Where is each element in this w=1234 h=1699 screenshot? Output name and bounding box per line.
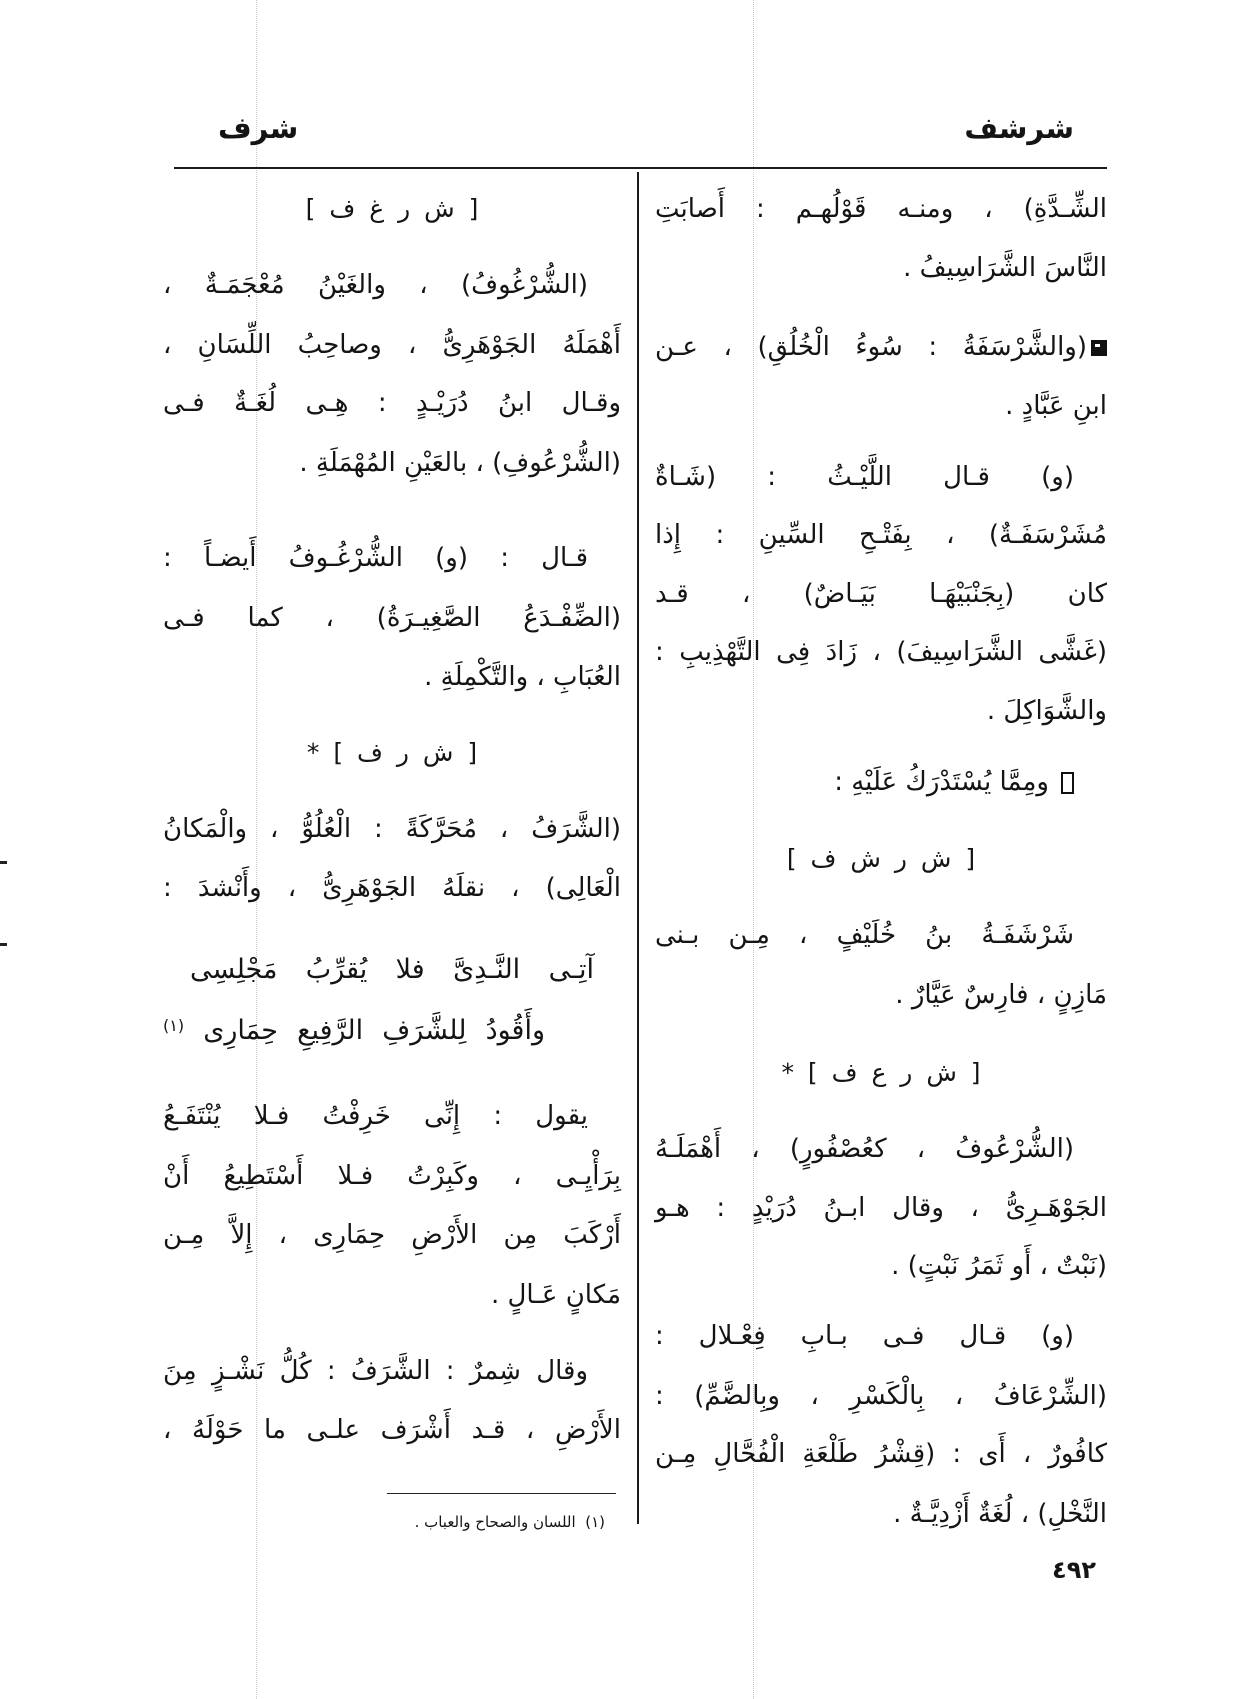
left-column-line: بِرَأْيِـى ، وكَبِرْتُ فـلا أَسْتَطِيعُ أَنْ: [163, 1161, 621, 1191]
verse-line: آتِـى النَّـدِىَّ فلا يُقرِّبُ مَجْلِسِى: [190, 954, 594, 985]
left-column-line: وقـال ابنُ دُرَيْـدٍ : هِـى لُغَـةٌ فـى: [163, 388, 621, 418]
page-number: ٤٩٢: [1052, 1556, 1096, 1584]
footnote-rule: [387, 1493, 616, 1494]
root-heading: [ ش ر غ ف ]: [305, 194, 479, 223]
left-column-line: (الضِّفْـدَعُ الصَّغِيـرَةُ) ، كما فـى: [163, 603, 621, 633]
left-column-line: (الشَّرَفُ ، مُحَرَّكَةً : الْعُلُوُّ ، والْمَكانُ: [163, 814, 621, 844]
right-column-line: (و) قـال فـى بـابِ فِعْـلال :: [655, 1321, 1074, 1351]
entry-marker-icon: [1091, 340, 1107, 356]
right-column-line: (نَبْتٌ ، أَو ثَمَرُ نَبْتٍ) .: [891, 1251, 1107, 1281]
left-column-line: أَهْمَلَهُ الجَوْهَرِىُّ ، وصاحِبُ اللِّسَانِ ،: [163, 330, 621, 360]
left-column-line: الأَرْضِ ، قـد أَشْرَف علـى ما حَوْلَهُ ،: [163, 1415, 621, 1445]
right-column-line: ابنِ عَبَّادٍ .: [1005, 391, 1107, 421]
right-column-line: كافُورٌ ، أَى : (قِشْرُ طَلْعَةِ الْفُحَّالِ مِـن: [655, 1439, 1107, 1469]
left-column-line: (الشُّرْغُوفُ) ، والغَيْنُ مُعْجَمَـةٌ ،: [163, 270, 588, 300]
right-column-line: [655, 760, 1107, 804]
root-heading: [ ش ر ش ف ]: [786, 844, 976, 873]
right-column-line: النَّاسَ الشَّرَاسِيفُ .: [903, 253, 1107, 283]
verse-line-text: وأَقُودُ لِلشَّرَفِ الرَّفِيعِ حِمَارِى: [203, 1015, 545, 1046]
left-column-line: مَكانٍ عَـالٍ .: [490, 1280, 621, 1310]
right-column-line: [655, 325, 1107, 369]
right-column-line: كان (بِجَنْبَيْهَـا بَيَـاضٌ) ، قـد: [655, 579, 1107, 609]
footnote: [415, 1508, 605, 1536]
left-column-line: يقول : إِنِّى خَرِفْتُ فـلا يُنْتَفَـعُ: [163, 1101, 588, 1131]
right-column: [655, 0, 1107, 1699]
footnote-text: اللسان والصحاح والعباب .: [414, 1513, 576, 1531]
left-column-line: أَرْكَبَ مِن الأَرْضِ حِمَارِى ، إِلاَّ مِـن: [163, 1220, 621, 1250]
right-column-line: والشَّوَاكِلَ .: [986, 696, 1107, 726]
left-column: [163, 0, 621, 1699]
right-column-line: (الشِّرْعَافُ ، بِالْكَسْرِ ، وبِالضَّمِّ) :: [655, 1381, 1107, 1411]
right-column-line-text: (والشَّرْسَفَةُ : سُوءُ الْخُلُقِ) ، عـن: [655, 332, 1087, 362]
binding-mark: [0, 943, 7, 946]
right-column-line: الجَوْهَـرِىُّ ، وقال ابـنُ دُرَيْدٍ : هـو: [655, 1193, 1107, 1223]
root-heading: [ ش ر ع ف ] *: [781, 1058, 981, 1087]
right-column-line: (و) قـال اللَّيْـثُ : (شَـاةٌ: [655, 462, 1074, 492]
left-column-line: وقال شِمرٌ : الشَّرَفُ : كُلُّ نَشْـزٍ مِنَ: [163, 1356, 588, 1386]
right-column-line: مَازِنٍ ، فارِسٌ عَيَّارٌ .: [895, 980, 1107, 1010]
left-column-line: (الشُّرْعُوفِ) ، بالعَيْنِ المُهْمَلَةِ .: [299, 448, 621, 478]
binding-mark: [0, 861, 7, 864]
right-column-line: شَرْشَفَـةُ بنُ خُلَيْفٍ ، مِـن بـنى: [655, 920, 1074, 950]
column-divider: [637, 172, 639, 1524]
left-column-line: قـال : (و) الشُّرْغُـوفُ أَيضـاً :: [163, 543, 588, 573]
right-column-line: (الشُّرْعُوفُ ، كعُصْفُورٍ) ، أَهْمَلَـهُ: [655, 1134, 1074, 1164]
right-column-line-text: ومِمَّا يُسْتَدْرَكُ عَلَيْهِ :: [834, 767, 1049, 797]
right-column-line: (غَشَّى الشَّرَاسِيفَ) ، زَادَ فِى التَّهْذِيبِ :: [655, 637, 1107, 667]
running-head-left: شرف: [218, 111, 299, 145]
right-column-line: مُشَرْسَفَـةٌ) ، بِفَتْـحِ السِّينِ : إِذا: [655, 520, 1107, 550]
right-column-line: النَّخْلِ) ، لُغَةٌ أَزْدِيَّـةٌ .: [893, 1499, 1107, 1529]
addendum-marker-icon: [1061, 772, 1074, 794]
left-column-line: الْعَالِى) ، نقلَهُ الجَوْهَرِىُّ ، وأَنْشدَ :: [163, 873, 621, 903]
root-heading: [ ش ر ف ] *: [306, 738, 478, 767]
verse-line: [163, 1009, 621, 1053]
footnote-reference: (١): [163, 1016, 185, 1035]
right-column-line: الشِّـدَّةِ) ، ومنـه قَوْلُهـم : أَصابَتِ: [655, 194, 1107, 224]
left-column-line: العُبَابِ ، والتَّكْمِلَةِ .: [424, 662, 621, 692]
footnote-marker: (١): [585, 1513, 605, 1531]
running-head-right: شرشف: [964, 111, 1074, 145]
